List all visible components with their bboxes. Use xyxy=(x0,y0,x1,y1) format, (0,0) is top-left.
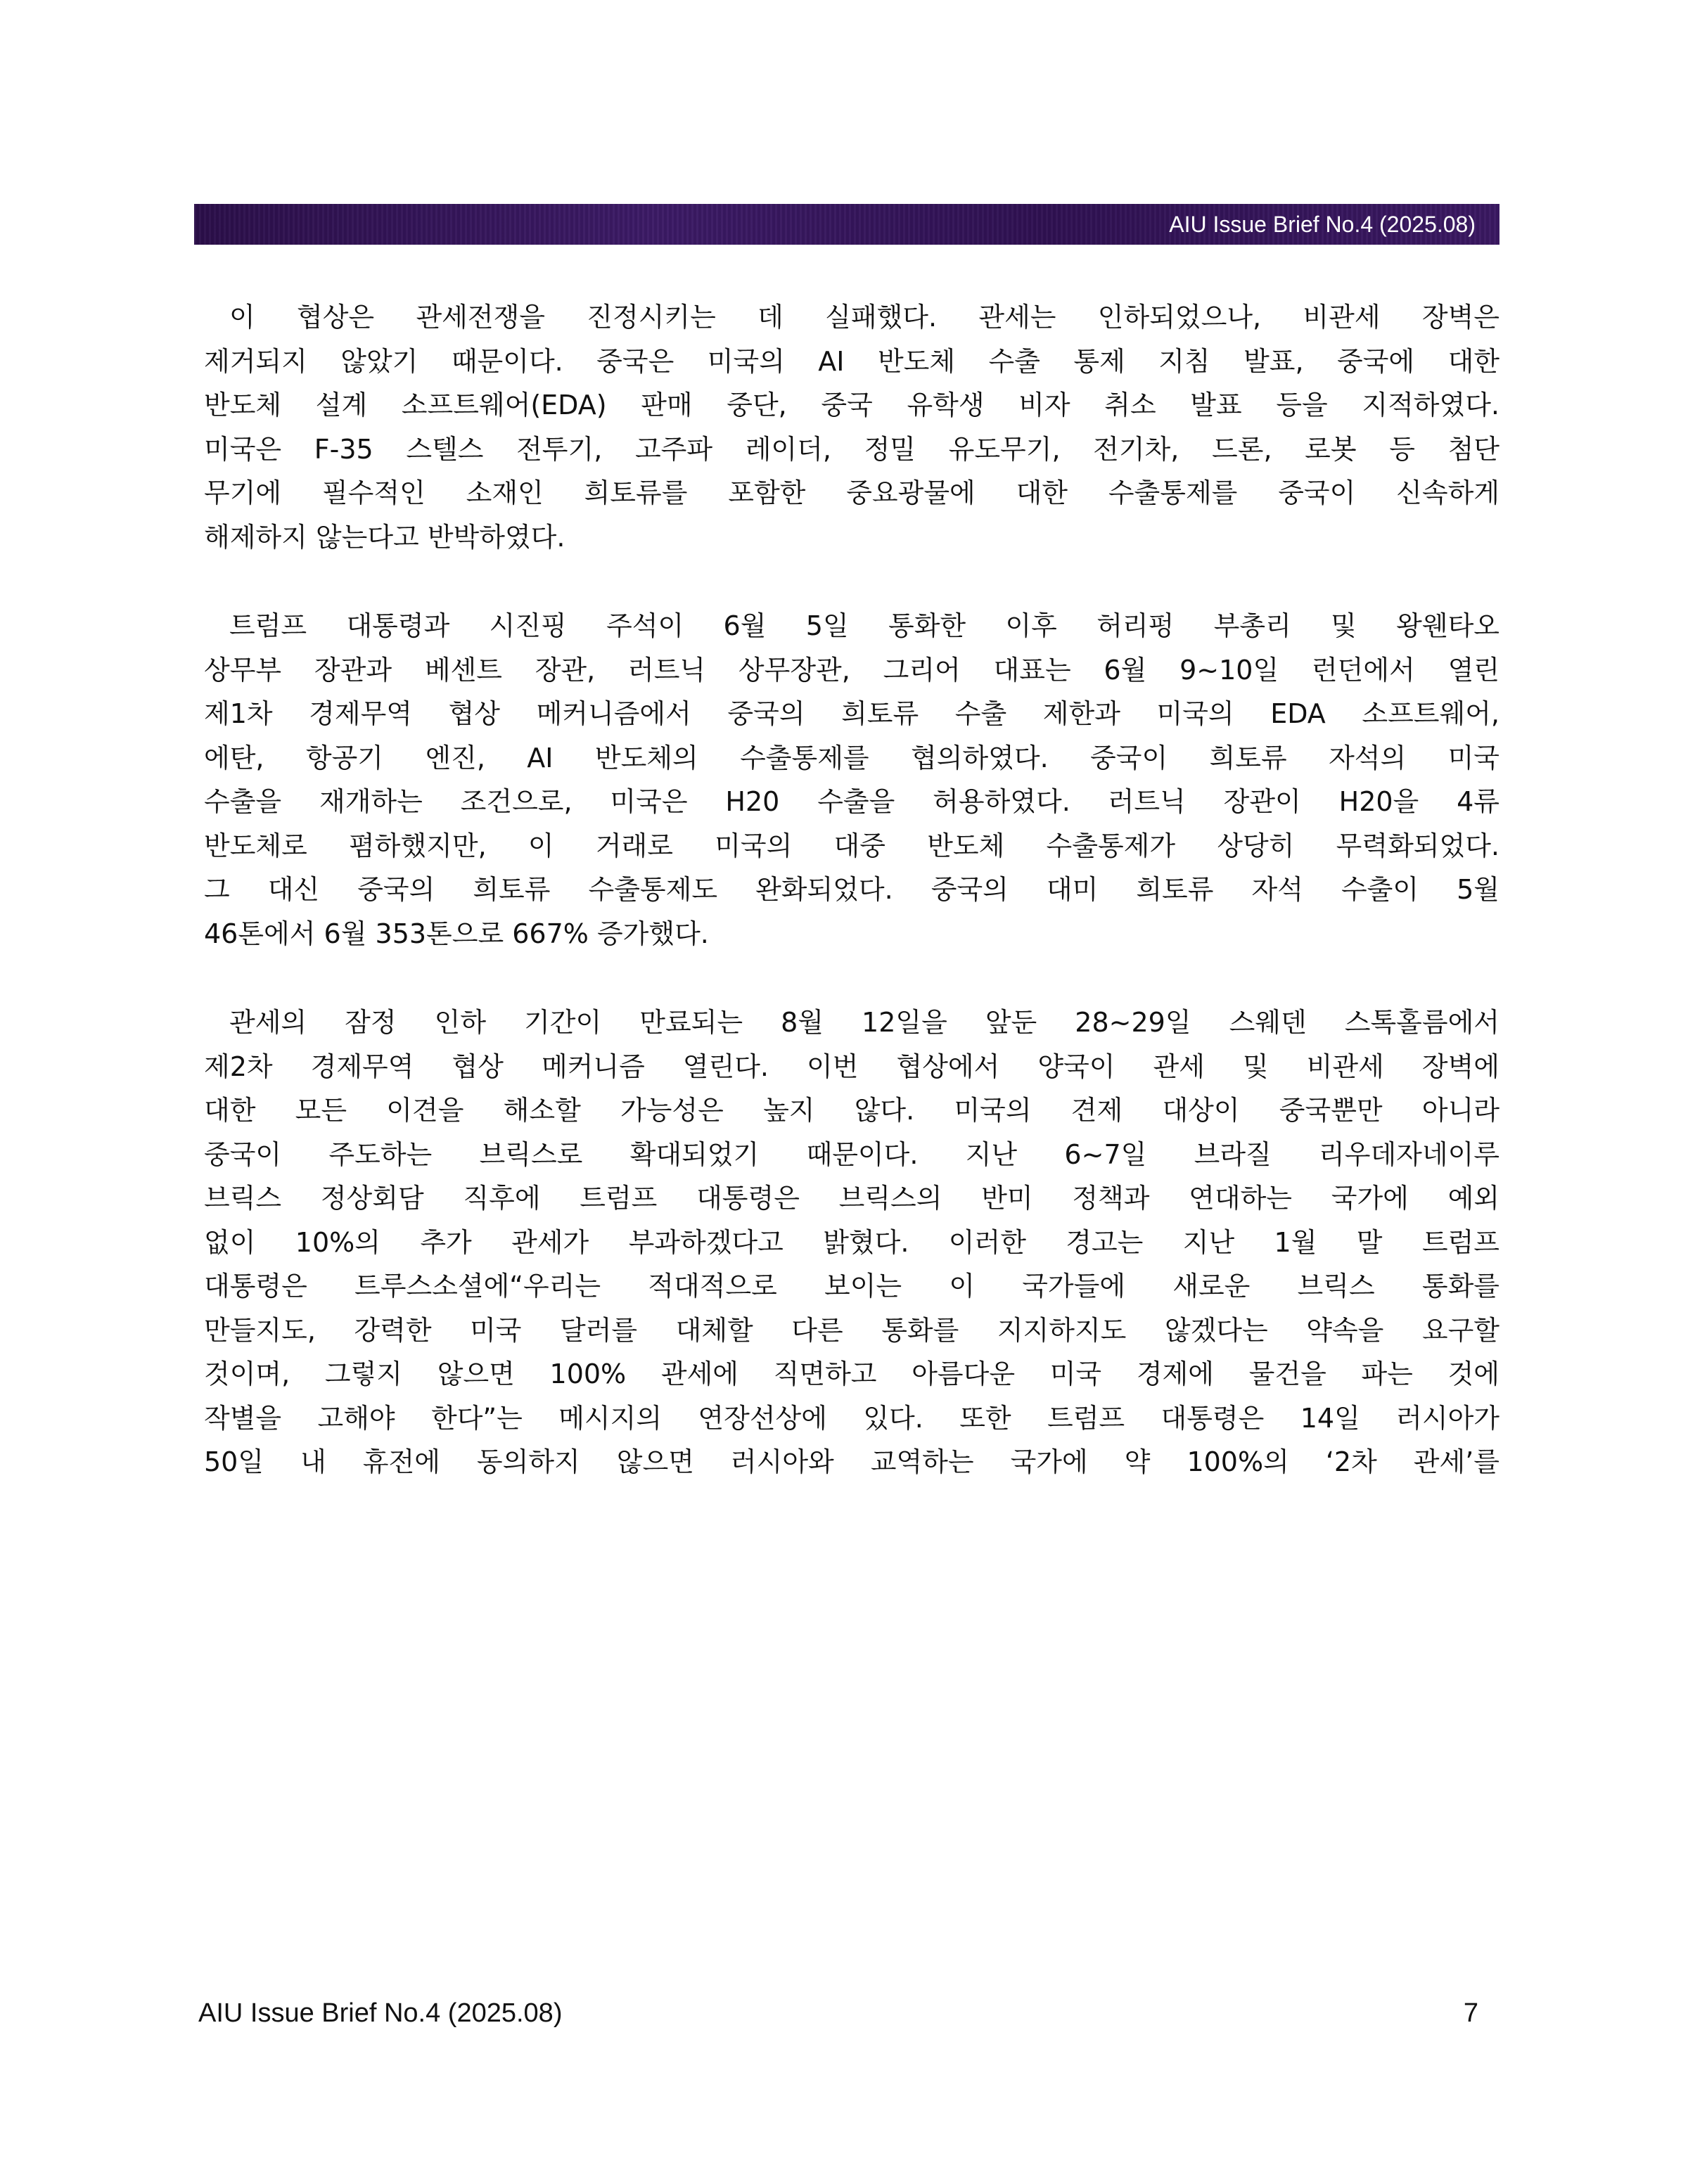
text-line: 제2차 경제무역 협상 메커니즘 열린다. 이번 협상에서 양국이 관세 및 비관세 장벽에 xyxy=(204,1051,1500,1082)
text-line: 대통령은 트루스소셜에“우리는 적대적으로 보이는 이 국가들에 새로운 브릭스 통화를 xyxy=(204,1271,1500,1302)
text-line: 제1차 경제무역 협상 메커니즘에서 중국의 희토류 수출 제한과 미국의 EDA 소프트웨어, xyxy=(204,698,1500,729)
text-line: 제거되지 않았기 때문이다. 중국은 미국의 AI 반도체 수출 통제 지침 발표, 중국에 대한 xyxy=(204,345,1500,377)
body-text xyxy=(204,295,1500,1529)
text-line: 반도체 설계 소프트웨어(EDA) 판매 중단, 중국 유학생 비자 취소 발표 등을 지적하였다. xyxy=(204,390,1500,420)
text-line: 이 협상은 관세전쟁을 진정시키는 데 실패했다. 관세는 인하되었으나, 비관세 장벽은 xyxy=(229,302,1500,333)
text-line: 수출을 재개하는 조건으로, 미국은 H20 수출을 허용하였다. 러트닉 장관이 H20을 4류 xyxy=(204,786,1500,817)
text-line: 브릭스 정상회담 직후에 트럼프 대통령은 브릭스의 반미 정책과 연대하는 국가에 예외 xyxy=(204,1183,1500,1214)
paragraph-3 xyxy=(204,1001,1500,1484)
paragraph-1 xyxy=(204,295,1500,559)
text-line: 것이며, 그렇지 않으면 100% 관세에 직면하고 아름다운 미국 경제에 물건을 파는 것에 xyxy=(204,1358,1500,1389)
text-line: 중국이 주도하는 브릭스로 확대되었기 때문이다. 지난 6~7일 브라질 리우데자네이루 xyxy=(204,1138,1500,1170)
text-line: 50일 내 휴전에 동의하지 않으면 러시아와 교역하는 국가에 약 100%의 ‘2차 관세’를 xyxy=(204,1446,1500,1477)
text-line: 그 대신 중국의 희토류 수출통제도 완화되었다. 중국의 대미 희토류 자석 수출이 5월 xyxy=(204,874,1500,905)
text-line: 무기에 필수적인 소재인 희토류를 포함한 중요광물에 대한 수출통제를 중국이 신속하게 xyxy=(204,477,1500,508)
text-line: 관세의 잠정 인하 기간이 만료되는 8월 12일을 앞둔 28~29일 스웨덴 스톡홀름에서 xyxy=(229,1007,1500,1038)
text-line: 46톤에서 6월 353톤으로 667% 증가했다. xyxy=(204,918,709,949)
header-title: AIU Issue Brief No.4 (2025.08) xyxy=(1169,212,1476,237)
text-line: 대한 모든 이견을 해소할 가능성은 높지 않다. 미국의 견제 대상이 중국뿐만 아니라 xyxy=(204,1095,1500,1126)
text-line: 없이 10%의 추가 관세가 부과하겠다고 밝혔다. 이러한 경고는 지난 1월 말 트럼프 xyxy=(204,1226,1500,1258)
page-number: 7 xyxy=(1463,1998,1478,2028)
text-line: 반도체로 폄하했지만, 이 거래로 미국의 대중 반도체 수출통제가 상당히 무력화되었다. xyxy=(204,830,1500,861)
paragraph-2 xyxy=(204,604,1500,956)
text-line: 해제하지 않는다고 반박하였다. xyxy=(204,521,565,553)
header-bar xyxy=(194,204,1500,245)
text-line: 에탄, 항공기 엔진, AI 반도체의 수출통제를 협의하였다. 중국이 희토류 자석의 미국 xyxy=(204,742,1500,773)
text-line: 트럼프 대통령과 시진핑 주석이 6월 5일 통화한 이후 허리펑 부총리 및 왕웬타오 xyxy=(229,610,1500,641)
text-line: 상무부 장관과 베센트 장관, 러트닉 상무장관, 그리어 대표는 6월 9~10일 런던에서 열린 xyxy=(204,654,1500,686)
text-line: 미국은 F-35 스텔스 전투기, 고주파 레이더, 정밀 유도무기, 전기차, 드론, 로봇 등 첨단 xyxy=(204,433,1500,465)
footer-title: AIU Issue Brief No.4 (2025.08) xyxy=(198,1998,563,2028)
text-line: 작별을 고해야 한다”는 메시지의 연장선상에 있다. 또한 트럼프 대통령은 14일 러시아가 xyxy=(204,1402,1500,1434)
text-line: 만들지도, 강력한 미국 달러를 대체할 다른 통화를 지지하지도 않겠다는 약속을 요구할 xyxy=(204,1314,1500,1346)
